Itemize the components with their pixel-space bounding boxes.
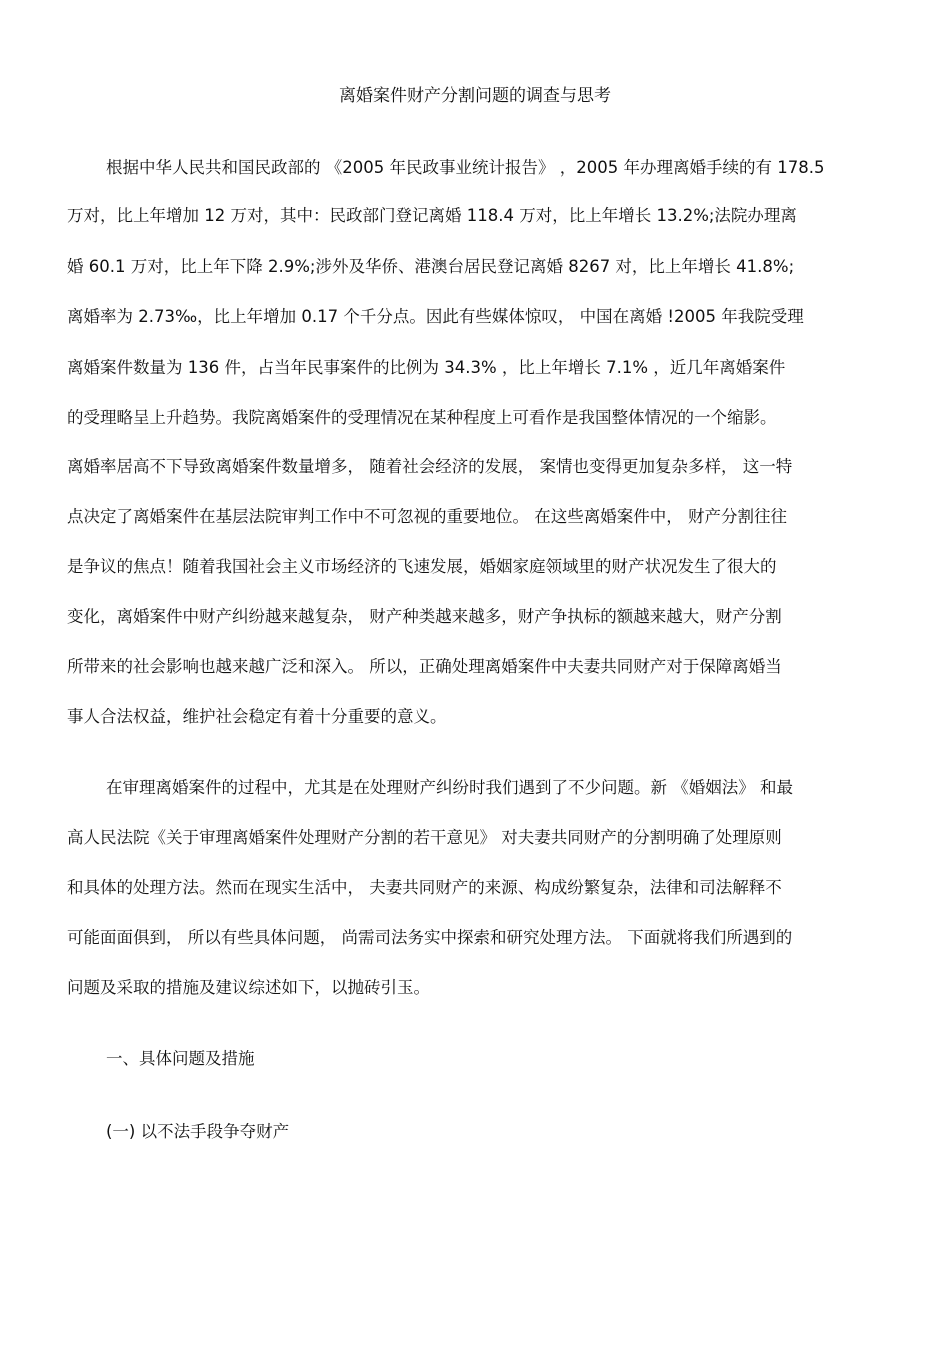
paragraph-2-line-4: 可能面面俱到， 所以有些具体问题， 尚需司法务实中探索和研究处理方法。 下面就将我们所遇到的 [67,928,793,947]
paragraph-2-line-3: 和具体的处理方法。然而在现实生活中， 夫妻共同财产的来源、构成纷繁复杂，法律和司法解释不 [67,878,782,897]
paragraph-1-line-12: 事人合法权益，维护社会稳定有着十分重要的意义。 [67,707,447,726]
paragraph-1-line-5: 离婚案件数量为 136 件，占当年民事案件的比例为 34.3% ，比上年增长 7.1% ，近几年离婚案件 [67,358,786,377]
paragraph-1-line-4: 离婚率为 2.73‰，比上年增加 0.17 个千分点。因此有些媒体惊叹， 中国在离婚 !2005 年我院受理 [67,307,804,326]
paragraph-1-line-7: 离婚率居高不下导致离婚案件数量增多， 随着社会经济的发展， 案情也变得更加复杂多样， 这一特 [67,457,793,476]
document-title: 离婚案件财产分割问题的调查与思考 [339,86,611,106]
paragraph-1-line-9: 是争议的焦点！随着我国社会主义市场经济的飞速发展，婚姻家庭领域里的财产状况发生了很大的 [67,557,777,576]
paragraph-1-line-11: 所带来的社会影响也越来越广泛和深入。 所以，正确处理离婚案件中夫妻共同财产对于保障离婚当 [67,657,782,676]
section-heading: 一、具体问题及措施 [106,1049,255,1068]
paragraph-1-line-2: 万对，比上年增加 12 万对，其中：民政部门登记离婚 118.4 万对，比上年增长 13.2%;法院办理离 [67,206,797,225]
paragraph-1-line-8: 点决定了离婚案件在基层法院审判工作中不可忽视的重要地位。 在这些离婚案件中， 财产分割往往 [67,507,787,526]
paragraph-2-line-5: 问题及采取的措施及建议综述如下，以抛砖引玉。 [67,978,430,997]
paragraph-1-line-3: 婚 60.1 万对，比上年下降 2.9%;涉外及华侨、港澳台居民登记离婚 8267 对，比上年增长 41.8%; [67,257,795,276]
subsection-heading: (一) 以不法手段争夺财产 [106,1122,290,1141]
paragraph-2-line-1: 在审理离婚案件的过程中，尤其是在处理财产纠纷时我们遇到了不少问题。新 《婚姻法》 和最 [106,778,793,797]
paragraph-1-line-6: 的受理略呈上升趋势。我院离婚案件的受理情况在某种程度上可看作是我国整体情况的一个缩影。 [67,408,777,427]
paragraph-1-line-1: 根据中华人民共和国民政部的 《2005 年民政事业统计报告》 ，2005 年办理离婚手续的有 178.5 [106,158,825,177]
paragraph-1-line-10: 变化，离婚案件中财产纠纷越来越复杂， 财产种类越来越多，财产争执标的额越来越大，财产分割 [67,607,782,626]
paragraph-2-line-2: 高人民法院《关于审理离婚案件处理财产分割的若干意见》 对夫妻共同财产的分割明确了处理原则 [67,828,782,847]
